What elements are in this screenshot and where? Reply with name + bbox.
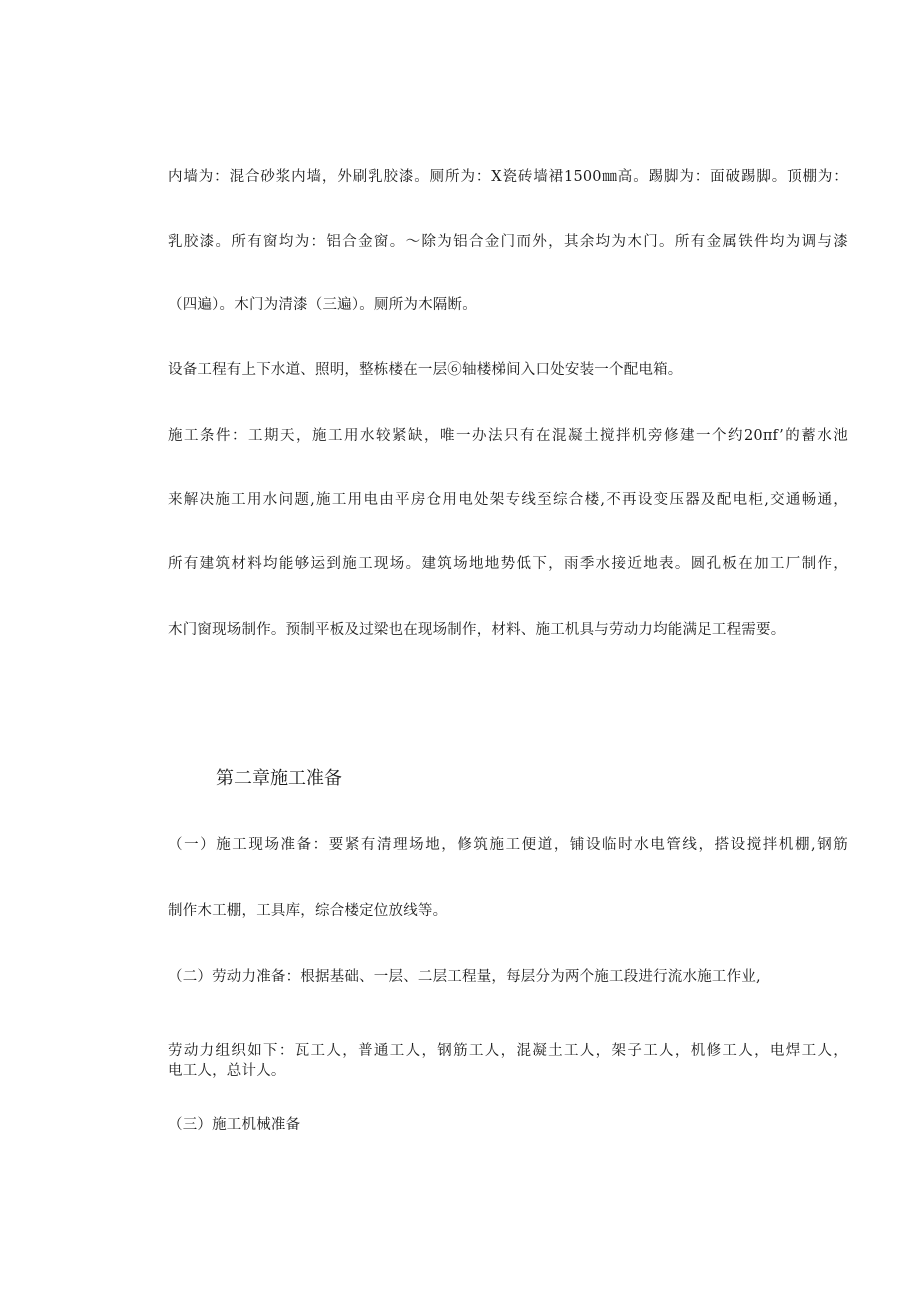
section-line: 劳动力组织如下：瓦工人，普通工人，钢筋工人，混凝土工人，架子工人，机修工人，电焊工人， (168, 1043, 848, 1059)
paragraph-line: （四遍）。木门为清漆（三遍）。厕所为木隔断。 (168, 297, 477, 313)
paragraph-line: 来解决施工用水问题,施工用电由平房仓用电处架专线至综合楼,不再设变压器及配电柜,交通畅通， (168, 492, 848, 508)
paragraph-line: 所有建筑材料均能够运到施工现场。建筑场地地势低下，雨季水接近地表。圆孔板在加工厂制作， (168, 556, 848, 572)
section-line: 制作木工棚，工具库，综合楼定位放线等。 (168, 903, 448, 919)
paragraph-line: 设备工程有上下水道、照明，整栋楼在一层⑥轴楼梯间入口处安装一个配电箱。 (168, 362, 683, 378)
section-line: 电工人，总计人。 (168, 1063, 286, 1079)
section-line: （三）施工机械准备 (168, 1117, 301, 1133)
paragraph-line: 乳胶漆。所有窗均为：铝合金窗。～除为铝合金门而外，其余均为木门。所有金属铁件均为调与漆 (168, 234, 848, 250)
chapter-heading: 第二章施工准备 (216, 768, 342, 789)
section-line: （二）劳动力准备：根据基础、一层、二层工程量，每层分为两个施工段进行流水施工作业, (168, 969, 761, 985)
paragraph-line: 内墙为：混合砂浆内墙，外刷乳胶漆。厕所为：X瓷砖墙裙1500㎜高。踢脚为：面破踢脚。顶棚为： (168, 169, 848, 185)
section-line: （一）施工现场准备：要紧有清理场地，修筑施工便道，铺设临时水电管线，搭设搅拌机棚,钢筋 (168, 837, 848, 853)
paragraph-line: 木门窗现场制作。预制平板及过梁也在现场制作，材料、施工机具与劳动力均能满足工程需要。 (168, 622, 786, 638)
paragraph-line: 施工条件：工期天，施工用水较紧缺，唯一办法只有在混凝土搅拌机旁修建一个约20πf’的蓄水池 (168, 428, 848, 444)
